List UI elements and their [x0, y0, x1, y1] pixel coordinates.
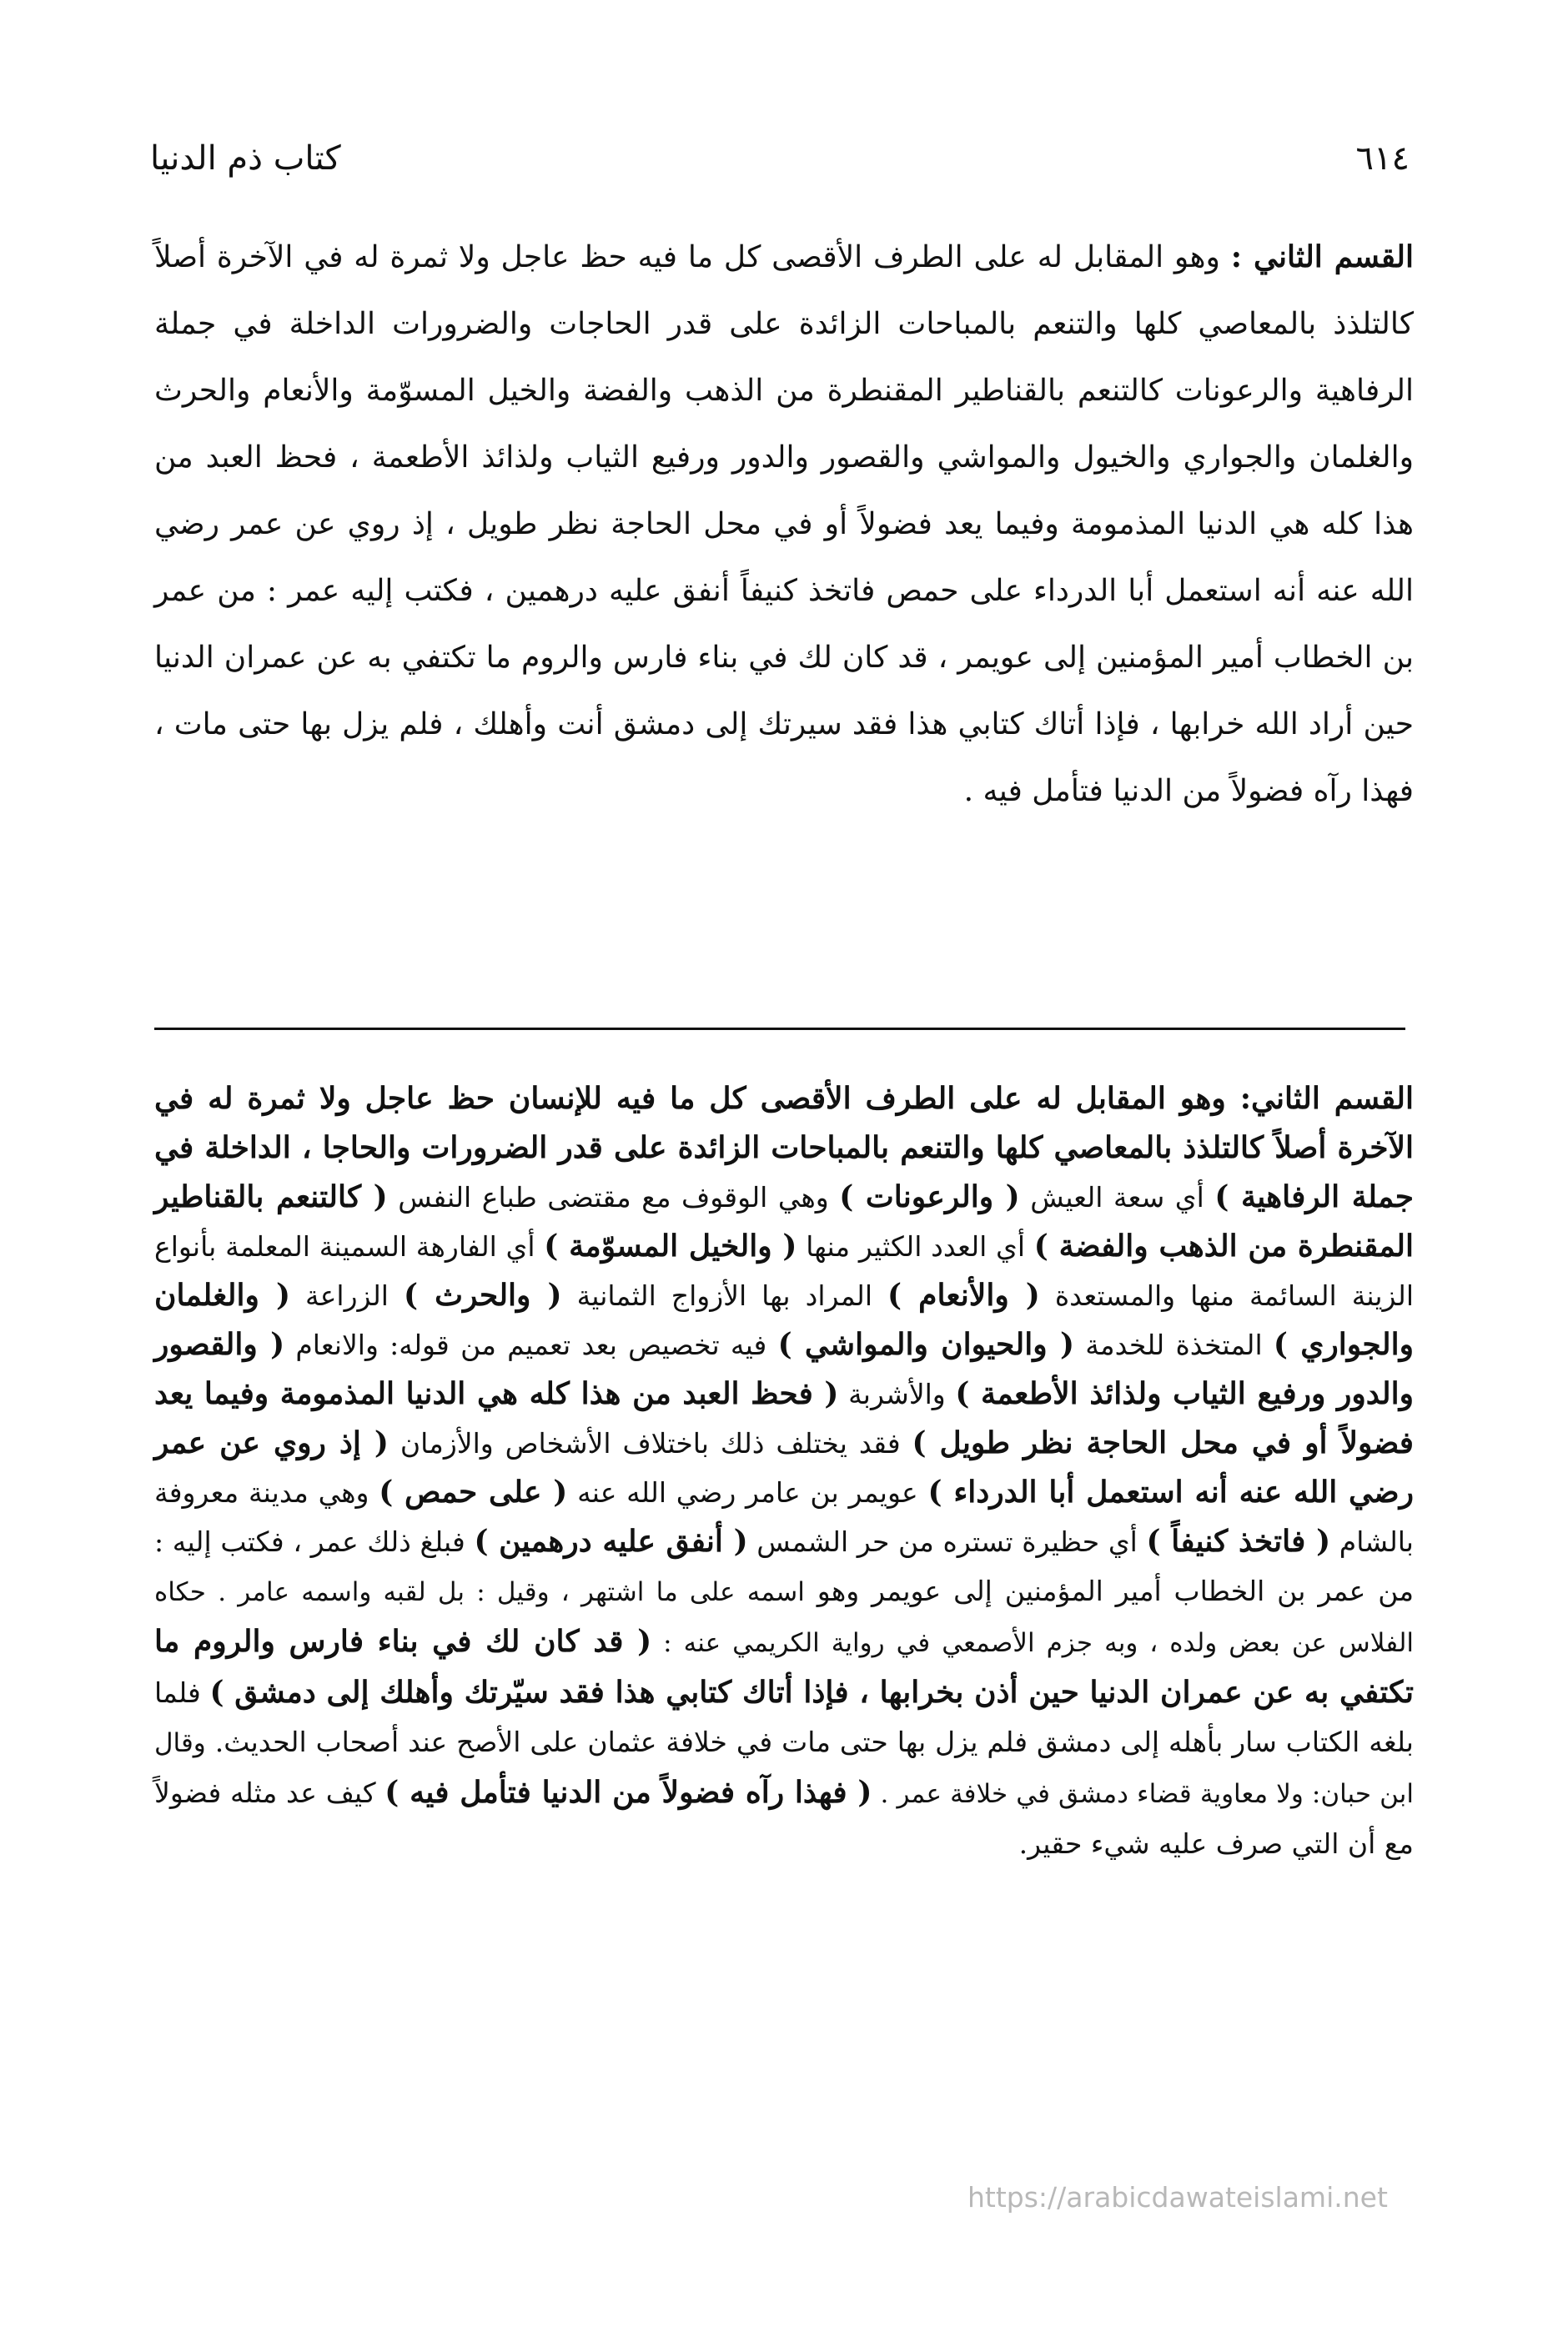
commentary-explanation-text: فلما بلغه الكتاب سار بأهله إلى دمشق فلم يزل بها حتى مات في خلافة عثمان على الأصح عند أصحاب الحديث.: [154, 1676, 1414, 1758]
main-text-body: وهو المقابل له على الطرف الأقصى كل ما فيه حظ عاجل ولا ثمرة له في الآخرة أصلاً كالتلذذ بالمعاصي كلها والتنعم بالمباحات الزائدة على قدر الحاجات والضرورات الداخلة في جملة الرفاهية والرعونات كالتنعم بالقناطير المقنطرة من الذهب والفضة والخيل المسوّمة والأنعام والحرث والغلمان والجواري والخيول والمواشي والقصور والدور ورفيع الثياب ولذائذ الأطعمة ، فحظ العبد من هذا كله هي الدنيا المذمومة وفيما يعد فضولاً أو في محل الحاجة نظر طويل ، إذ روي عن عمر رضي الله عنه أنه استعمل أبا الدرداء على حمص فاتخذ كنيفاً أنفق عليه درهمين ، فكتب إليه عمر : من عمر بن الخطاب أمير المؤمنين إلى عويمر ، قد كان لك في بناء فارس والروم ما تكتفي به عن عمران الدنيا حين أراد الله خرابها ، فإذا أتاك كتابي هذا فقد سيرتك إلى دمشق أنت وأهلك ، فلم يزل بها حتى مات ، فهذا رآه فضولاً من الدنيا فتأمل فيه .: [154, 240, 1414, 808]
commentary-explanation-text: وهي الوقوف مع مقتضى طباع النفس: [387, 1181, 840, 1214]
commentary-note-text: اسمه على ما اشتهر ، وقيل : بل لقبه واسمه عامر . حكاه الفلاس عن بعض ولده ، وبه جزم الأصمعي في رواية الكريمي عنه :: [154, 1577, 1415, 1658]
commentary-explanation-text: عويمر بن عامر رضي الله عنه: [567, 1476, 928, 1509]
commentary-quoted-text: ( على حمص ): [379, 1475, 568, 1510]
commentary-quoted-text: ( فاتخذ كنيفاً ): [1146, 1524, 1331, 1559]
commentary-explanation-text: أي الفارهة السمينة المعلمة بأنواع الزينة السائمة منها والمستعدة: [154, 1230, 1414, 1312]
section-lead: القسم الثاني :: [1230, 239, 1414, 274]
commentary-quoted-text: ( والأنعام ): [887, 1278, 1040, 1313]
commentary-quoted-text: ( والرعونات ): [839, 1179, 1020, 1214]
commentary-quoted-text: القسم الثاني: وهو المقابل له على الطرف الأقصى كل ما فيه للإنسان حظ عاجل ولا ثمرة له في الآخرة أصلاً كالتلذذ بالمعاصي كلها والتنعم بالمباحات الزائدة على قدر الضرورات والحاجا ، الداخلة في جملة الرفاهية ): [154, 1081, 1414, 1214]
commentary-quoted-text: ( كالتنعم بالقناطير المقنطرة من الذهب والفضة ): [154, 1179, 1414, 1264]
commentary-explanation-text: أي حظيرة تستره من حر الشمس: [747, 1525, 1147, 1558]
commentary-quoted-text: ( والحيوان والمواشي ): [777, 1327, 1074, 1362]
commentary-explanation-text: والأشربة: [838, 1378, 956, 1410]
commentary-explanation-text: كيف عد مثله فضولاً مع أن التي صرف عليه شيء حقير.: [154, 1777, 1414, 1860]
commentary-explanation-text: أي سعة العيش: [1019, 1181, 1215, 1214]
running-title: كتاب ذم الدنيا: [150, 139, 341, 178]
commentary-explanation-text: المتخذة للخدمة: [1073, 1329, 1274, 1361]
commentary-quoted-text: ( فحظ العبد من هذا كله هي الدنيا المذمومة وفيما يعد فضولاً أو في محل الحاجة نظر طويل ): [154, 1376, 1415, 1460]
commentary-quoted-text: ( والقصور والدور ورفيع الثياب ولذائذ الأطعمة ): [154, 1327, 1414, 1411]
commentary-explanation-text: أي العدد الكثير منها: [797, 1230, 1034, 1263]
commentary-quoted-text: ( والخيل المسوّمة ): [544, 1229, 797, 1264]
commentary-quoted-text: ( والغلمان والجواري ): [154, 1278, 1414, 1362]
commentary-explanation-text: المراد بها الأزواج الثمانية: [561, 1279, 888, 1312]
commentary-explanation-text: الزراعة: [289, 1279, 404, 1312]
footnote-divider: [154, 1028, 1405, 1030]
commentary-explanation-text: وهي مدينة معروفة بالشام: [154, 1476, 1414, 1558]
commentary-text: [154, 1074, 1414, 2159]
commentary-quoted-text: ( إذ روي عن عمر رضي الله عنه أنه استعمل أبا الدرداء ): [154, 1425, 1415, 1510]
commentary-explanation-text: فبلغ ذلك عمر ، فكتب إليه : من عمر بن الخطاب أمير المؤمنين إلى عويمر وهو: [154, 1525, 1414, 1607]
watermark-url: https://arabicdawateislami.net: [967, 2181, 1388, 2214]
page-header: [150, 125, 1410, 192]
commentary-note-text: وقال ابن حبان: ولا معاوية قضاء دمشق في خلافة عمر .: [154, 1728, 1415, 1809]
commentary-explanation-text: فقد يختلف ذلك باختلاف الأشخاص والأزمان: [388, 1427, 912, 1460]
page-number: ٦١٤: [1355, 139, 1410, 178]
commentary-quoted-text: ( فهذا رآه فضولاً من الدنيا فتأمل فيه ): [384, 1775, 872, 1810]
commentary-quoted-text: ( أنفق عليه درهمين ): [474, 1524, 748, 1559]
commentary-quoted-text: ( قد كان لك في بناء فارس والروم ما تكتفي به عن عمران الدنيا حين أذن بخرابها ، فإذا أتاك كتابي هذا فقد سيّرتك وأهلك إلى دمشق ): [154, 1624, 1414, 1710]
commentary-explanation-text: فيه تخصيص بعد تعميم من قوله: والانعام: [284, 1329, 778, 1361]
commentary-quoted-text: ( والحرث ): [403, 1278, 562, 1313]
main-text-paragraph: [154, 224, 1414, 957]
